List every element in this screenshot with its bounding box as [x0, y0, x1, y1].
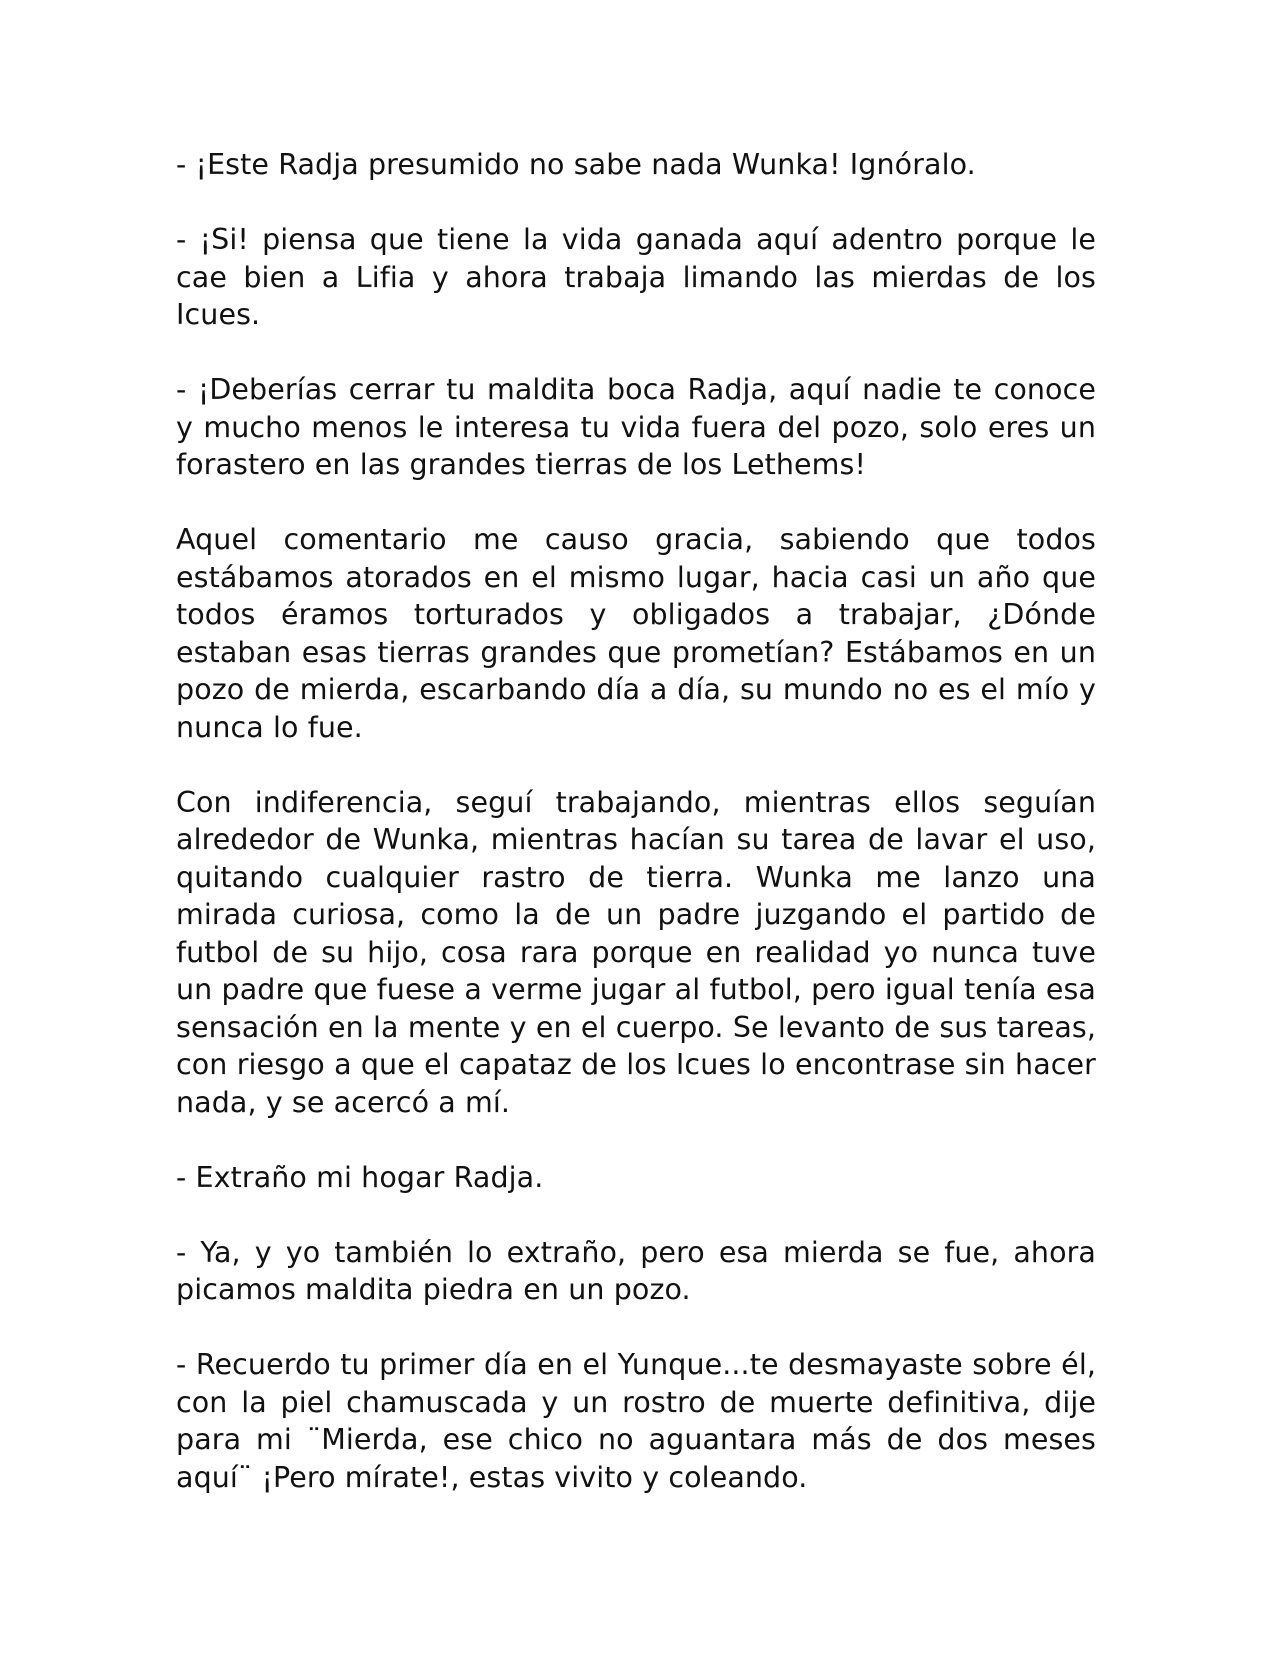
dialogue-paragraph: - ¡Si! piensa que tiene la vida ganada aquí adentro porque le cae bien a Lifia y ahora trabaja limando las mierdas de los Icues. — [176, 223, 1096, 331]
narrative-paragraph: Con indiferencia, seguí trabajando, mientras ellos seguían alrededor de Wunka, mientras hacían su tarea de lavar el uso, quitando cualquier rastro de tierra. Wunka me lanzo una mirada curiosa, como la de un padre juzgando el partido de futbol de su hijo, cosa rara porque en realidad yo nunca tuve un padre que fuese a verme jugar al futbol, pero igual tenía esa sensación en la mente y en el cuerpo. Se levanto de sus tareas, con riesgo a que el capataz de los Icues lo encontrase sin hacer nada, y se acercó a mí. — [176, 785, 1096, 1119]
dialogue-paragraph: - Recuerdo tu primer día en el Yunque...te desmayaste sobre él, con la piel chamuscada y un rostro de muerte definitiva, dije para mi ¨Mierda, ese chico no aguantara más de dos meses aquí¨ ¡Pero mírate!, estas vivito y coleando. — [176, 1348, 1096, 1494]
dialogue-paragraph: - Ya, y yo también lo extraño, pero esa mierda se fue, ahora picamos maldita piedra en un pozo. — [176, 1235, 1096, 1306]
document-page — [176, 146, 1096, 1496]
dialogue-paragraph: - ¡Deberías cerrar tu maldita boca Radja, aquí nadie te conoce y mucho menos le interesa tu vida fuera del pozo, solo eres un forastero en las grandes tierras de los Lethems! — [176, 373, 1096, 481]
dialogue-paragraph: - Extraño mi hogar Radja. — [176, 1160, 544, 1194]
narrative-paragraph: Aquel comentario me causo gracia, sabiendo que todos estábamos atorados en el mismo lugar, hacia casi un año que todos éramos torturados y obligados a trabajar, ¿Dónde estaban esas tierras grandes que prometían? Estábamos en un pozo de mierda, escarbando día a día, su mundo no es el mío y nunca lo fue. — [176, 523, 1096, 744]
dialogue-paragraph: - ¡Este Radja presumido no sabe nada Wunka! Ignóralo. — [176, 148, 976, 181]
